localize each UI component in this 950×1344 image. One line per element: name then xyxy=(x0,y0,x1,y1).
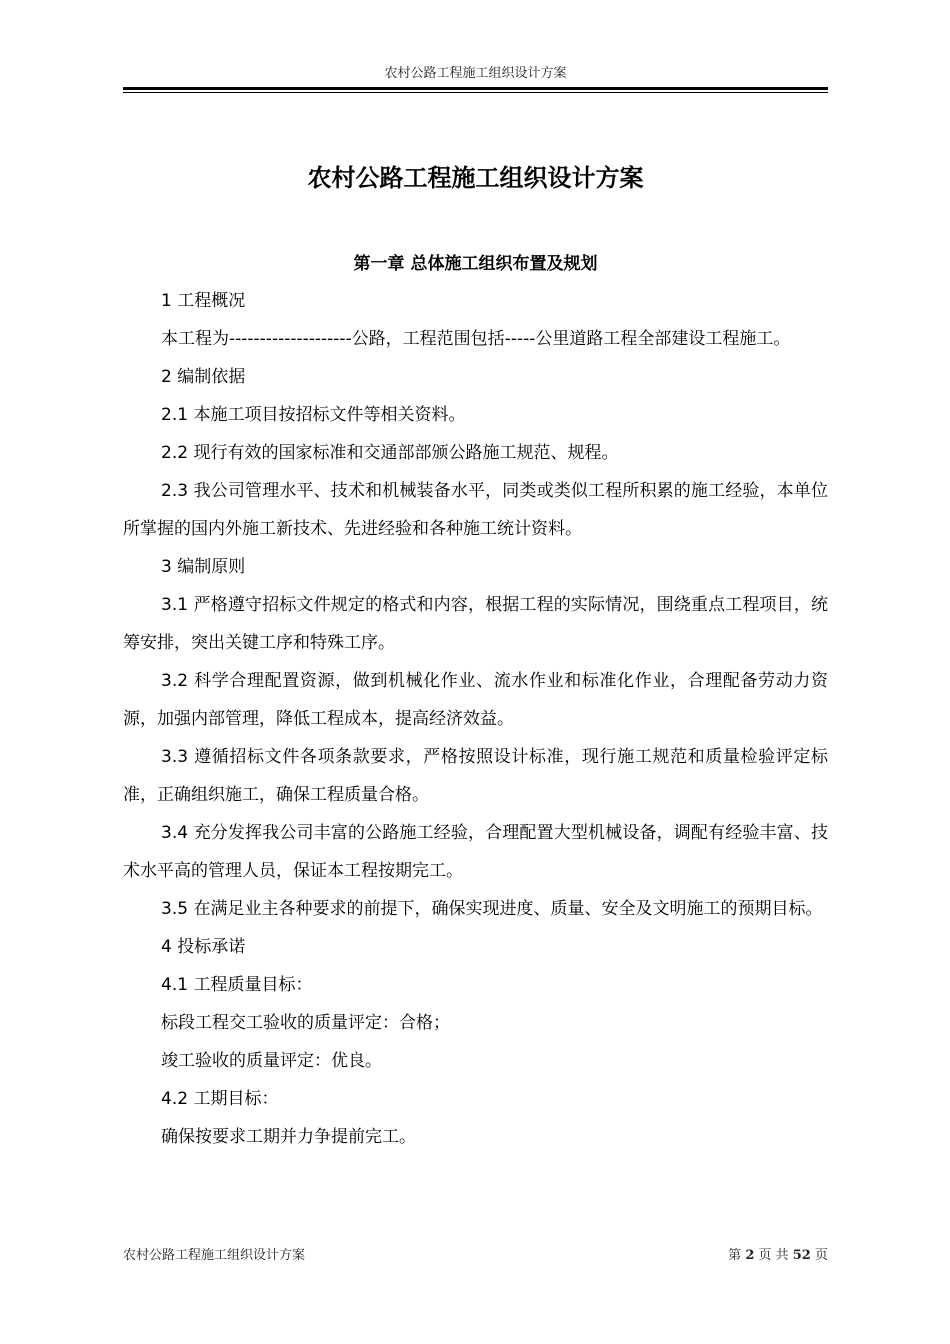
body-text xyxy=(123,282,828,1156)
paragraph: 2.3 我公司管理水平、技术和机械装备水平，同类或类似工程所积累的施工经验，本单位所掌握的国内外施工新技术、先进经验和各种施工统计资料。 xyxy=(123,481,828,539)
page-suffix: 页 xyxy=(810,1248,828,1263)
chapter-heading: 第一章 总体施工组织布置及规划 xyxy=(353,254,598,274)
document-title: 农村公路工程施工组织设计方案 xyxy=(307,164,644,192)
paragraph: 确保按要求工期并力争提前完工。 xyxy=(161,1127,416,1147)
paragraph: 4.1 工程质量目标： xyxy=(161,975,313,995)
section-heading: 4 投标承诺 xyxy=(161,937,246,957)
section-heading: 2 编制依据 xyxy=(161,367,246,387)
section-heading: 3 编制原则 xyxy=(161,557,246,577)
paragraph: 标段工程交工验收的质量评定：合格； xyxy=(161,1013,450,1033)
paragraph: 3.3 遵循招标文件各项条款要求，严格按照设计标准，现行施工规范和质量检验评定标准，正确组织施工，确保工程质量合格。 xyxy=(123,747,828,805)
page-prefix: 第 xyxy=(728,1248,746,1263)
paragraph: 本工程为--------------------公路，工程范围包括-----公里道路工程全部建设工程施工。 xyxy=(161,329,791,349)
header-rule-thin xyxy=(123,92,828,93)
paragraph: 4.2 工期目标： xyxy=(161,1089,279,1109)
paragraph: 3.4 充分发挥我公司丰富的公路施工经验，合理配置大型机械设备，调配有经验丰富、技术水平高的管理人员，保证本工程按期完工。 xyxy=(123,823,828,881)
page-middle: 页 共 xyxy=(754,1248,793,1263)
page-total: 52 xyxy=(792,1248,811,1263)
paragraph: 3.2 科学合理配置资源，做到机械化作业、流水作业和标准化作业，合理配备劳动力资源，加强内部管理，降低工程成本，提高经济效益。 xyxy=(123,671,828,729)
paragraph: 竣工验收的质量评定：优良。 xyxy=(161,1051,382,1071)
page-number xyxy=(728,1248,828,1264)
section-heading: 1 工程概况 xyxy=(161,291,246,311)
paragraph: 3.5 在满足业主各种要求的前提下，确保实现进度、质量、安全及文明施工的预期目标。 xyxy=(161,899,823,919)
paragraph: 3.1 严格遵守招标文件规定的格式和内容，根据工程的实际情况，围绕重点工程项目，统筹安排，突出关键工序和特殊工序。 xyxy=(123,595,828,653)
footer-title: 农村公路工程施工组织设计方案 xyxy=(123,1248,306,1263)
paragraph: 2.1 本施工项目按招标文件等相关资料。 xyxy=(161,405,466,425)
running-header: 农村公路工程施工组织设计方案 xyxy=(384,66,567,81)
header-rule xyxy=(123,87,828,90)
page-current: 2 xyxy=(745,1248,755,1263)
paragraph: 2.2 现行有效的国家标准和交通部部颁公路施工规范、规程。 xyxy=(161,443,619,463)
